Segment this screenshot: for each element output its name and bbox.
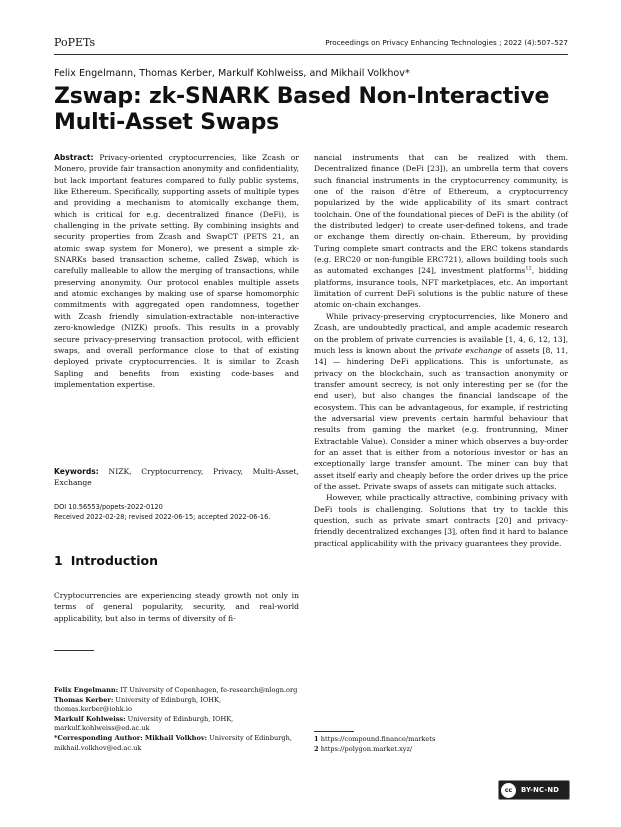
keywords — [54, 466, 299, 489]
license-text: BY-NC-ND — [521, 786, 560, 794]
journal-name: PoPETs — [54, 36, 96, 49]
footnote-marker: 12 — [525, 265, 532, 272]
section-heading-introduction — [54, 553, 166, 568]
paragraph — [314, 152, 568, 311]
keywords-text: NIZK, Cryptocurrency, Privacy, Multi-Asset, Exchange — [54, 467, 299, 488]
footnote-number: 2 — [314, 744, 319, 753]
paper-title — [54, 84, 549, 136]
header-rule — [54, 54, 568, 55]
doi-block — [54, 502, 299, 522]
footnote-link[interactable]: https://compound.finance/markets — [320, 735, 436, 743]
footnote-rule-right — [314, 731, 354, 732]
affiliation-text: University of Edinburgh, IOHK, markulf.kohlweiss@ed.ac.uk — [54, 714, 234, 733]
paper-title-line-2: Multi-Asset Swaps — [54, 110, 280, 135]
section-title: Introduction — [70, 553, 158, 568]
doi: DOI 10.56553/popets-2022-0120 — [54, 503, 163, 511]
footnote-number: 1 — [314, 735, 319, 743]
right-column-body — [314, 152, 568, 549]
paragraph-text: While privacy-preserving cryptocurrencies, like Monero and Zcash, are undoubtedly practical, and ample academic research on the problem of private currencies is available [1, 4, 6, 12, 13], much less is known about the — [314, 311, 568, 355]
affiliation-name: Thomas Kerber: — [54, 695, 114, 704]
keywords-label: Keywords: — [54, 467, 99, 476]
affiliation-text: University of Edinburgh, mikhail.volkhov@ed.ac.uk — [54, 733, 292, 752]
received-dates: Received 2022-02-28; revised 2022-06-15; accepted 2022-06-16. — [54, 513, 271, 521]
author-list: Felix Engelmann, Thomas Kerber, Markulf Kohlweiss, and Mikhail Volkhov* — [54, 68, 410, 79]
paragraph-text: nancial instruments that can be realized with them. Decentralized finance (DeFi [23]), an umbrella term that covers such financial instruments in the cryptocurrency community, is one of the raison d’être of Ethereum, a cryptocurrency popularized by the wide applicability of its smart contract toolchain. One of the foundational pieces of DeFi is the ability (of the distributed ledger) to create user-defined tokens, and trade or exchange them directly on-chain. Ethereum, by providing Turing complete smart contracts and the ERC tokens standards (e.g. ERC20 or non-fungible ERC721), allows building tools such as automated exchanges [24], investment platforms — [314, 153, 568, 276]
proceedings-citation: Proceedings on Privacy Enhancing Technologies ; 2022 (4):507–527 — [325, 38, 568, 47]
abstract-text-2: , which is carefully malleable to allow the merging of transactions, while preserving anonymity. Our protocol enables multiple assets and atomic exchanges by making use of sparse homomorphic commitments with aggregated open randomness, together with Zcash friendly simulation-extractable non-interactive zero-knowledge (NIZK) proofs. This results in a provably secure privacy-preserving transaction protocol, with efficient swaps, and overall performance close to that of existing deployed private cryptocurrencies. It is similar to Zcash Sapling and benefits from existing code-bases and implementation expertise. — [54, 255, 300, 389]
affiliation-name: Markulf Kohlweiss: — [54, 714, 126, 723]
footnote-link[interactable]: https://polygon.market.xyz/ — [320, 744, 413, 753]
scheme-name: Zswap — [233, 255, 257, 265]
affiliation-text: IT University of Copenhagen, fe-research@nlogn.org — [118, 686, 298, 694]
paragraph: However, while practically attractive, combining privacy with DeFi tools is challenging. Solutions that try to tackle this question, such as private smart contracts [20] and privacy-friendly decentralized exchanges [3], often find it hard to balance practical applicability with the privacy guarantees they provide. — [314, 493, 568, 548]
page-header — [54, 36, 568, 52]
cc-license-badge — [498, 780, 570, 800]
affiliation-text: University of Edinburgh, IOHK, thomas.kerber@iohk.io — [54, 695, 222, 714]
abstract — [54, 152, 299, 390]
paragraph — [314, 311, 568, 493]
footnotes — [314, 735, 568, 754]
paragraph-text: , bidding platforms, insurance tools, NFT marketplaces, etc. An important limitation of current DeFi solutions is the public nature of these atomic on-chain exchanges. — [314, 266, 568, 310]
creative-commons-icon: cc — [501, 783, 516, 798]
paper-title-line-1: Zswap: zk-SNARK Based Non-Interactive — [54, 84, 550, 109]
affiliation-name: *Corresponding Author: Mikhail Volkhov: — [54, 733, 208, 742]
emphasis: private exchange — [434, 345, 503, 355]
abstract-text-1: Privacy-oriented cryptocurrencies, like Zcash or Monero, provide fair transaction anonymity and confidentiality, but lack important features compared to fully public systems, like Ethereum. Specifically, supporting assets of multiple types and providing a mechanism to atomically exchange them, which is critical for e.g. decentralized finance (DeFi), is challenging in the private setting. By combining insights and security properties from Zcash and SwapCT (PETS 21, an atomic swap system for Monero), we present a simple zk-SNARKs based transaction scheme, called — [54, 153, 299, 265]
author-affiliations — [54, 686, 299, 753]
intro-text: Cryptocurrencies are experiencing steady growth not only in terms of general popularity, security, and real-world applicability, but also in terms of diversity of fi- — [54, 591, 299, 623]
abstract-label: Abstract: — [54, 153, 94, 162]
footnote-rule-left — [54, 650, 94, 651]
affiliation-name: Felix Engelmann: — [54, 686, 119, 694]
intro-paragraph-left — [54, 590, 299, 624]
paragraph-text: of assets [8, 11, 14] — hindering DeFi applications. This is unfortunate, as privacy on the blockchain, such as transaction anonymity or transfer amount secrecy, is not only interesting per se (for the end user), but also changes the financial landscape of the ecosystem. This can be advantageous, for example, if restricting the adversarial view prevents certain harmful behaviour that results from gaming the market (e.g. frontrunning, Miner Extractable Value). Consider a miner which observes a buy-order for an asset that is either from a notorious investor or has an exceptionally large transfer amount. The miner can buy that asset itself early and cheaply before the order drives up the price of the asset. Private swaps of assets can mitigate such attacks. — [314, 345, 569, 491]
section-number: 1 — [54, 553, 63, 568]
